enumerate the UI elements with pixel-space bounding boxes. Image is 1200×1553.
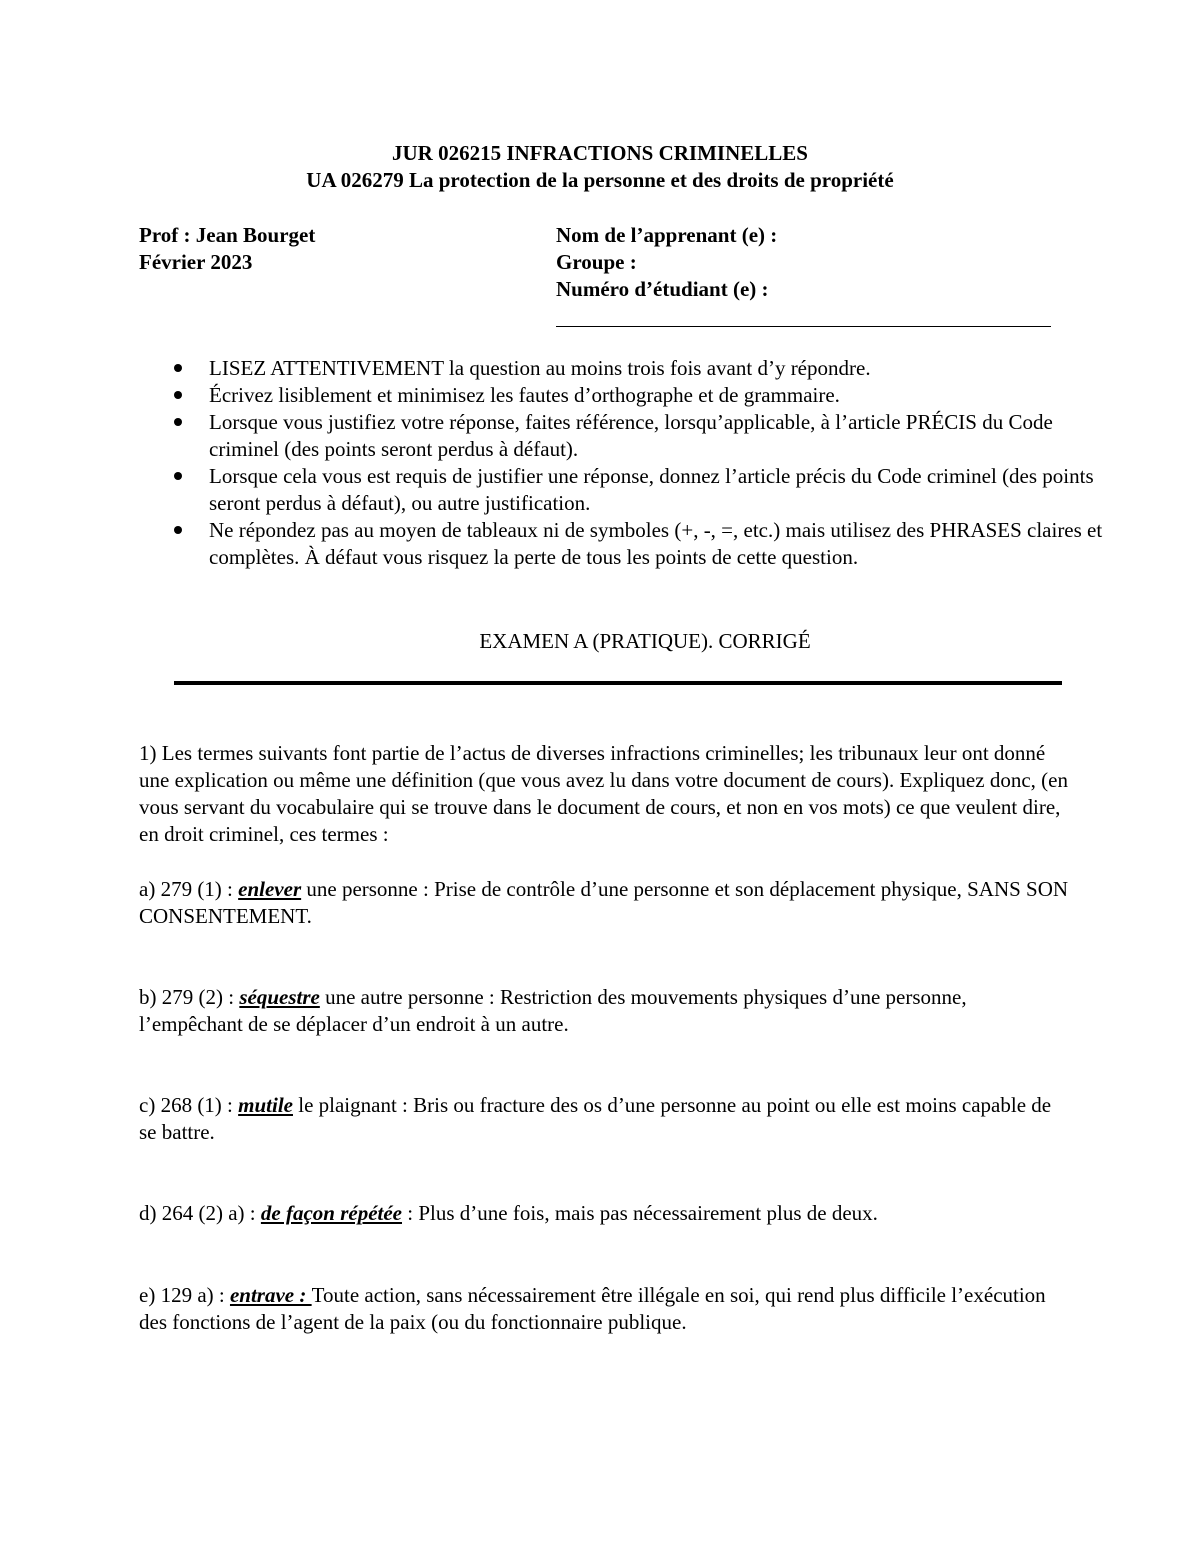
instruction-item: LISEZ ATTENTIVEMENT la question au moins trois fois avant d’y répondre. xyxy=(209,355,1104,382)
answer-term: séquestre xyxy=(239,985,320,1009)
answer-term: de façon répétée xyxy=(260,1201,402,1225)
unit-title: UA 026279 La protection de la personne et des droits de propriété xyxy=(306,168,894,192)
student-name-label: Nom de l’apprenant (e) : xyxy=(556,223,778,247)
question-1-text: 1) Les termes suivants font partie de l’actus de diverses infractions criminelles; les tribunaux leur ont donné une explication ou même une définition (que vous avez lu dans votre document de cours). Expliquez donc, (en vous servant du vocabulaire qui se trouve dans le document de cours, et non en vos mots) ce que veulent dire, en droit criminel, ces termes : xyxy=(139,741,1068,846)
prof-info xyxy=(139,222,315,276)
answer-text: une autre personne : Restriction des mouvements physiques d’une personne, l’empêchant de se déplacer d’un endroit à un autre. xyxy=(139,985,967,1036)
student-info xyxy=(556,222,777,303)
prof-name: Prof : Jean Bourget xyxy=(139,223,316,247)
answer-prefix: b) 279 (2) : xyxy=(139,985,240,1009)
group-label: Groupe : xyxy=(556,250,637,274)
answer-text: : Plus d’une fois, mais pas nécessairement plus de deux. xyxy=(402,1201,878,1225)
answer-prefix: d) 264 (2) a) : xyxy=(139,1201,261,1225)
instruction-item: Écrivez lisiblement et minimisez les fautes d’orthographe et de grammaire. xyxy=(209,382,1104,409)
answer-c xyxy=(139,1092,1069,1146)
answer-text: Toute action, sans nécessairement être illégale en soi, qui rend plus difficile l’exécution des fonctions de l’agent de la paix (ou du fonctionnaire publique. xyxy=(139,1283,1046,1334)
student-number-label: Numéro d’étudiant (e) : xyxy=(556,277,769,301)
horizontal-rule xyxy=(174,681,1062,685)
exam-date: Février 2023 xyxy=(139,250,253,274)
answer-a xyxy=(139,876,1069,930)
answer-prefix: a) 279 (1) : xyxy=(139,877,239,901)
answer-text: une personne : Prise de contrôle d’une personne et son déplacement physique, SANS SON CONSENTEMENT. xyxy=(139,877,1069,928)
course-title: JUR 026215 INFRACTIONS CRIMINELLES xyxy=(392,141,808,165)
answer-term: mutile xyxy=(238,1093,293,1117)
instruction-item: Lorsque vous justifiez votre réponse, faites référence, lorsqu’applicable, à l’article PRÉCIS du Code criminel (des points seront perdus à défaut). xyxy=(209,409,1104,463)
signature-line xyxy=(556,326,1051,327)
instruction-item: Ne répondez pas au moyen de tableaux ni de symboles (+, -, =, etc.) mais utilisez des PHRASES claires et complètes. À défaut vous risquez la perte de tous les points de cette question. xyxy=(209,518,1103,569)
answer-b xyxy=(139,984,1069,1038)
instruction-item: Lorsque cela vous est requis de justifier une réponse, donnez l’article précis du Code criminel (des points seront perdus à défaut), ou autre justification. xyxy=(209,463,1104,517)
exam-title: EXAMEN A (PRATIQUE). CORRIGÉ xyxy=(479,629,811,653)
answer-prefix: c) 268 (1) : xyxy=(139,1093,239,1117)
answer-d xyxy=(139,1200,1069,1227)
answer-e xyxy=(139,1282,1069,1336)
answer-term: entrave : xyxy=(229,1283,312,1307)
answer-text: le plaignant : Bris ou fracture des os d’une personne au point ou elle est moins capable de se battre. xyxy=(139,1093,1052,1144)
answer-term: enlever xyxy=(238,877,302,901)
instructions-list xyxy=(160,355,1104,571)
answer-prefix: e) 129 a) : xyxy=(139,1283,230,1307)
